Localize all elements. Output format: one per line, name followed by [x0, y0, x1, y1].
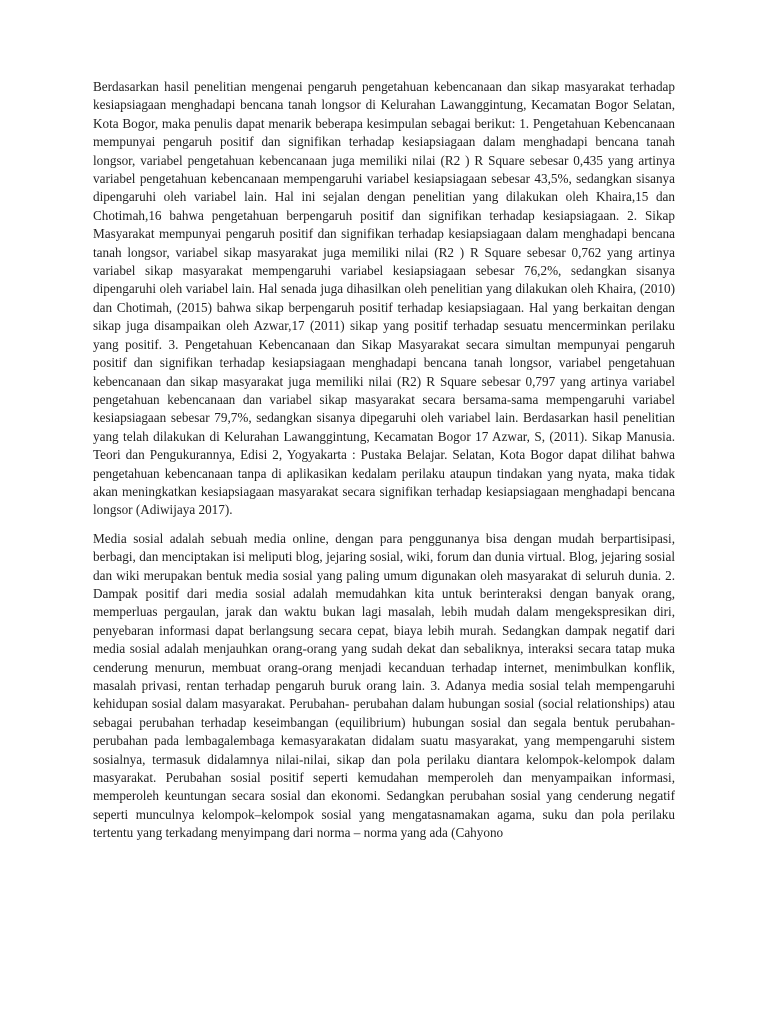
paragraph-kesimpulan: Berdasarkan hasil penelitian mengenai pengaruh pengetahuan kebencanaan dan sikap masyarakat terhadap kesiapsiagaan menghadapi bencana tanah longsor di Kelurahan Lawanggintung, Kecamatan Bogor Selatan, Kota Bogor, maka penulis dapat menarik beberapa kesimpulan sebagai berikut: 1. Pengetahuan Kebencanaan mempunyai pengaruh positif dan signifikan terhadap kesiapsiagaan dalam menghadapi bencana tanah longsor, variabel pengetahuan kebencanaan juga memiliki nilai (R2 ) R Square sebesar 0,435 yang artinya variabel pengetahuan kebencanaan mempengaruhi variabel kesiapsiagaan sebesar 43,5%, sedangkan sisanya dipengaruhi oleh variabel lain. Hal ini sejalan dengan penelitian yang dilakukan oleh Khaira,15 dan Chotimah,16 bahwa pengetahuan berpengaruh positif dan signifikan terhadap kesiapsiagaan. 2. Sikap Masyarakat mempunyai pengaruh positif dan signifikan terhadap kesiapsiagaan dalam menghadapi bencana tanah longsor, variabel sikap masyarakat juga memiliki nilai (R2 ) R Square sebesar 0,762 yang artinya variabel sikap masyarakat mempengaruhi variabel kesiapsiagaan sebesar 76,2%, sedangkan sisanya dipengaruhi oleh variabel lain. Hal senada juga dihasilkan oleh penelitian yang dilakukan oleh Khaira, (2010) dan Chotimah, (2015) bahwa sikap berpengaruh positif terhadap kesiapsiagaan. Hal yang berkaitan dengan sikap juga disampaikan oleh Azwar,17 (2011) sikap yang positif terhadap sesuatu mencerminkan perilaku yang positif. 3. Pengetahuan Kebencanaan dan Sikap Masyarakat secara simultan mempunyai pengaruh positif dan signifikan terhadap kesiapsiagaan menghadapi bencana tanah longsor, variabel pengetahuan kebencanaan dan sikap masyarakat juga memiliki nilai (R2) R Square sebesar 0,797 yang artinya variabel pengetahuan kebencanaan dan variabel sikap masyarakat secara bersama-sama mempengaruhi variabel kesiapsiagaan sebesar 79,7%, sedangkan sisanya dipegaruhi oleh variabel lain. Berdasarkan hasil penelitian yang telah dilakukan di Kelurahan Lawanggintung, Kecamatan Bogor 17 Azwar, S, (2011). Sikap Manusia. Teori dan Pengukurannya, Edisi 2, Yogyakarta : Pustaka Belajar. Selatan, Kota Bogor dapat dilihat bahwa pengetahuan kebencanaan tanpa di aplikasikan kedalam perilaku ataupun tindakan yang nyata, maka tidak akan meningkatkan kesiapsiagaan masyarakat secara signifikan terhadap kesiapsiagaan menghadapi bencana longsor (Adiwijaya 2017).	[93, 79, 675, 518]
document-body	[93, 78, 675, 843]
paragraph-media-sosial: Media sosial adalah sebuah media online, dengan para penggunanya bisa dengan mudah berpartisipasi, berbagi, dan menciptakan isi meliputi blog, jejaring sosial, wiki, forum dan dunia virtual. Blog, jejaring sosial dan wiki merupakan bentuk media sosial yang paling umum digunakan oleh masyarakat di seluruh dunia. 2. Dampak positif dari media sosial adalah memudahkan kita untuk berinteraksi dengan banyak orang, memperluas pergaulan, jarak dan waktu bukan lagi masalah, lebih mudah dalam mengekspresikan diri, penyebaran informasi dapat berlangsung secara cepat, biaya lebih murah. Sedangkan dampak negatif dari media sosial adalah menjauhkan orang-orang yang sudah dekat dan sebaliknya, interaksi secara tatap muka cenderung menurun, membuat orang-orang menjadi kecanduan terhadap internet, menimbulkan konflik, masalah privasi, rentan terhadap pengaruh buruk orang lain. 3. Adanya media sosial telah mempengaruhi kehidupan sosial dalam masyarakat. Perubahan- perubahan dalam hubungan sosial (social relationships) atau sebagai perubahan terhadap keseimbangan (equilibrium) hubungan sosial dan segala bentuk perubahan- perubahan pada lembagalembaga kemasyarakatan didalam suatu masyarakat, yang mempengaruhi sistem sosialnya, termasuk didalamnya nilai-nilai, sikap dan pola perilaku diantara kelompok-kelompok dalam masyarakat. Perubahan sosial positif seperti kemudahan memperoleh dan menyampaikan informasi, memperoleh keuntungan secara sosial dan ekonomi. Sedangkan perubahan sosial yang cenderung negatif seperti munculnya kelompok–kelompok sosial yang mengatasnamakan agama, suku dan pola perilaku tertentu yang terkadang menyimpang dari norma – norma yang ada (Cahyono	[93, 530, 675, 841]
